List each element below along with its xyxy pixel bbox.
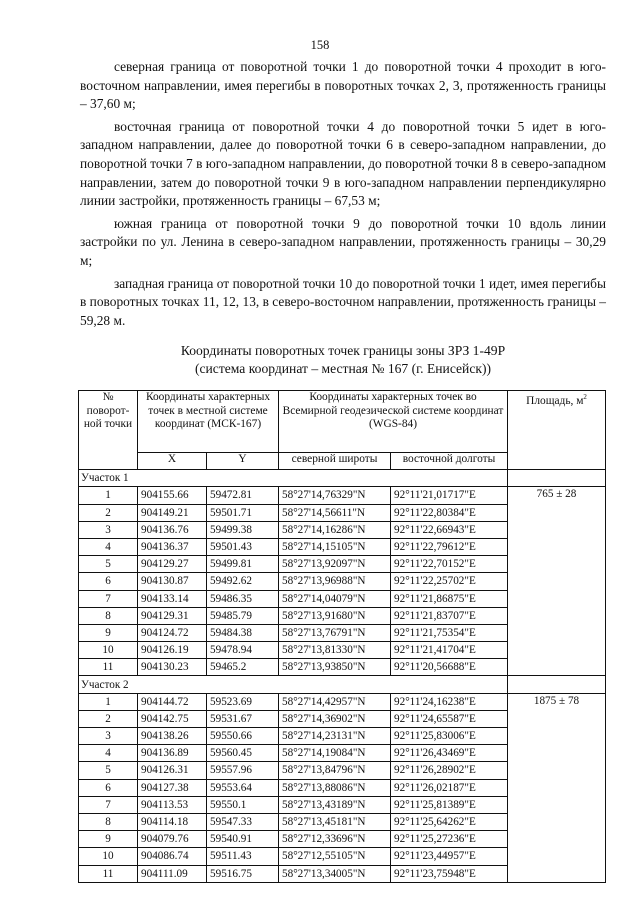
longitude: 92°11'22,25702"E [391,573,508,590]
area-value: 765 ± 28 [508,487,606,676]
section-header-row [79,676,606,693]
x-coord: 904114.18 [138,813,207,830]
point-number: 6 [79,779,138,796]
x-coord: 904079.76 [138,831,207,848]
x-coord: 904136.37 [138,538,207,555]
paragraph-south: южная граница от поворотной точки 9 до поворотной точки 10 вдоль линии застройки по ул. Ленина в северо-западном направлении, протяженность границы – 30,29 м; [80,215,606,268]
longitude: 92°11'25,27236"E [391,831,508,848]
latitude: 58°27'14,56611"N [279,504,391,521]
latitude: 58°27'12,55105"N [279,848,391,865]
longitude: 92°11'21,75354"E [391,624,508,641]
y-coord: 59501.43 [207,538,279,555]
header-local-coords: Координаты характерных точек в местной системе координат (МСК-167) [138,391,279,453]
latitude: 58°27'14,15105"N [279,538,391,555]
longitude: 92°11'24,65587"E [391,710,508,727]
point-number: 2 [79,504,138,521]
latitude: 58°27'13,91680"N [279,607,391,624]
y-coord: 59484.38 [207,624,279,641]
longitude: 92°11'25,64262"E [391,813,508,830]
latitude: 58°27'14,16286"N [279,521,391,538]
longitude: 92°11'23,44957"E [391,848,508,865]
point-number: 4 [79,745,138,762]
longitude: 92°11'24,16238"E [391,693,508,710]
section-label: Участок 1 [79,470,508,487]
longitude: 92°11'22,79612"E [391,538,508,555]
point-number: 5 [79,556,138,573]
y-coord: 59485.79 [207,607,279,624]
section-header-row [79,470,606,487]
point-number: 6 [79,573,138,590]
latitude: 58°27'13,76791"N [279,624,391,641]
coordinates-table [78,390,606,883]
x-coord: 904111.09 [138,865,207,882]
longitude: 92°11'21,01717"E [391,487,508,504]
y-coord: 59516.75 [207,865,279,882]
y-coord: 59531.67 [207,710,279,727]
page-number: 158 [310,38,330,52]
x-coord: 904129.27 [138,556,207,573]
table-title [80,342,606,379]
y-coord: 59550.1 [207,796,279,813]
latitude: 58°27'14,76329"N [279,487,391,504]
x-coord: 904136.89 [138,745,207,762]
x-coord: 904124.72 [138,624,207,641]
longitude: 92°11'26,28902"E [391,762,508,779]
y-coord: 59547.33 [207,813,279,830]
latitude: 58°27'14,36902"N [279,710,391,727]
section-label: Участок 2 [79,676,508,693]
table-row [79,487,606,504]
point-number: 10 [79,642,138,659]
x-coord: 904138.26 [138,728,207,745]
y-coord: 59465.2 [207,659,279,676]
point-number: 3 [79,728,138,745]
y-coord: 59492.62 [207,573,279,590]
body-text [80,58,606,334]
point-number: 2 [79,710,138,727]
x-coord: 904133.14 [138,590,207,607]
longitude: 92°11'21,41704"E [391,642,508,659]
x-coord: 904126.31 [138,762,207,779]
header-x: X [138,453,207,470]
y-coord: 59499.81 [207,556,279,573]
paragraph-north: северная граница от поворотной точки 1 до поворотной точки 4 проходит в юго-восточном направлении, имея перегибы в поворотных точках 2, 3, протяженность границы – 37,60 м; [80,59,606,112]
longitude: 92°11'25,83006"E [391,728,508,745]
longitude: 92°11'25,81389"E [391,796,508,813]
latitude: 58°27'14,19084"N [279,745,391,762]
point-number: 8 [79,813,138,830]
longitude: 92°11'22,70152"E [391,556,508,573]
point-number: 7 [79,796,138,813]
y-coord: 59560.45 [207,745,279,762]
y-coord: 59511.43 [207,848,279,865]
x-coord: 904149.21 [138,504,207,521]
y-coord: 59478.94 [207,642,279,659]
latitude: 58°27'13,43189"N [279,796,391,813]
point-number: 10 [79,848,138,865]
x-coord: 904129.31 [138,607,207,624]
longitude: 92°11'26,43469"E [391,745,508,762]
latitude: 58°27'13,45181"N [279,813,391,830]
point-number: 9 [79,624,138,641]
y-coord: 59472.81 [207,487,279,504]
latitude: 58°27'13,81330"N [279,642,391,659]
section-area-empty [508,470,606,487]
latitude: 58°27'13,92097"N [279,556,391,573]
table-row [79,693,606,710]
x-coord: 904142.75 [138,710,207,727]
point-number: 7 [79,590,138,607]
header-point-number: № поворот-ной точки [79,391,138,470]
latitude: 58°27'13,34005"N [279,865,391,882]
section-area-empty [508,676,606,693]
header-wgs-coords: Координаты характерных точек во Всемирной геодезической системе координат (WGS-84) [279,391,508,453]
y-coord: 59501.71 [207,504,279,521]
longitude: 92°11'22,80384"E [391,504,508,521]
point-number: 5 [79,762,138,779]
x-coord: 904127.38 [138,779,207,796]
x-coord: 904155.66 [138,487,207,504]
x-coord: 904136.76 [138,521,207,538]
paragraph-east: восточная граница от поворотной точки 4 до поворотной точки 5 идет в юго-западном направлении, далее до поворотной точки 6 в северо-западном направлении, до поворотной точки 7 в юго-западном направлении, до поворотной точки 8 в северо-западном направлении, затем до поворотной точки 9 в юго-западном направлении перпендикулярно линии застройки, протяженность границы – 67,53 м; [80,118,606,209]
table-body [79,470,606,883]
latitude: 58°27'13,93850"N [279,659,391,676]
table-title-line2: (система координат – местная № 167 (г. Енисейск)) [194,361,492,377]
x-coord: 904130.23 [138,659,207,676]
longitude: 92°11'22,66943"E [391,521,508,538]
y-coord: 59499.38 [207,521,279,538]
longitude: 92°11'26,02187"E [391,779,508,796]
longitude: 92°11'21,83707"E [391,607,508,624]
latitude: 58°27'14,04079"N [279,590,391,607]
latitude: 58°27'14,42957"N [279,693,391,710]
point-number: 3 [79,521,138,538]
y-coord: 59540.91 [207,831,279,848]
point-number: 9 [79,831,138,848]
x-coord: 904126.19 [138,642,207,659]
y-coord: 59557.96 [207,762,279,779]
latitude: 58°27'13,96988"N [279,573,391,590]
x-coord: 904130.87 [138,573,207,590]
x-coord: 904144.72 [138,693,207,710]
latitude: 58°27'12,33696"N [279,831,391,848]
point-number: 4 [79,538,138,555]
point-number: 1 [79,693,138,710]
area-value: 1875 ± 78 [508,693,606,882]
point-number: 11 [79,865,138,882]
latitude: 58°27'14,23131"N [279,728,391,745]
longitude: 92°11'21,86875"E [391,590,508,607]
header-area [508,391,606,470]
header-longitude: восточной долготы [391,453,508,470]
longitude: 92°11'23,75948"E [391,865,508,882]
y-coord: 59523.69 [207,693,279,710]
table-title-line1: Координаты поворотных точек границы зоны ЗРЗ 1-49Р [180,343,506,358]
header-area-sup: 2 [583,393,587,401]
y-coord: 59550.66 [207,728,279,745]
latitude: 58°27'13,88086"N [279,779,391,796]
paragraph-west: западная граница от поворотной точки 10 до поворотной точки 1 идет, имея перегибы в поворотных точках 11, 12, 13, в северо-восточном направлении, протяженность границы – 59,28 м. [80,275,606,328]
point-number: 11 [79,659,138,676]
longitude: 92°11'20,56688"E [391,659,508,676]
latitude: 58°27'13,84796"N [279,762,391,779]
header-latitude: северной широты [279,453,391,470]
y-coord: 59553.64 [207,779,279,796]
point-number: 1 [79,487,138,504]
header-y: Y [207,453,279,470]
header-area-label: Площадь, м [526,394,584,407]
point-number: 8 [79,607,138,624]
x-coord: 904086.74 [138,848,207,865]
y-coord: 59486.35 [207,590,279,607]
x-coord: 904113.53 [138,796,207,813]
